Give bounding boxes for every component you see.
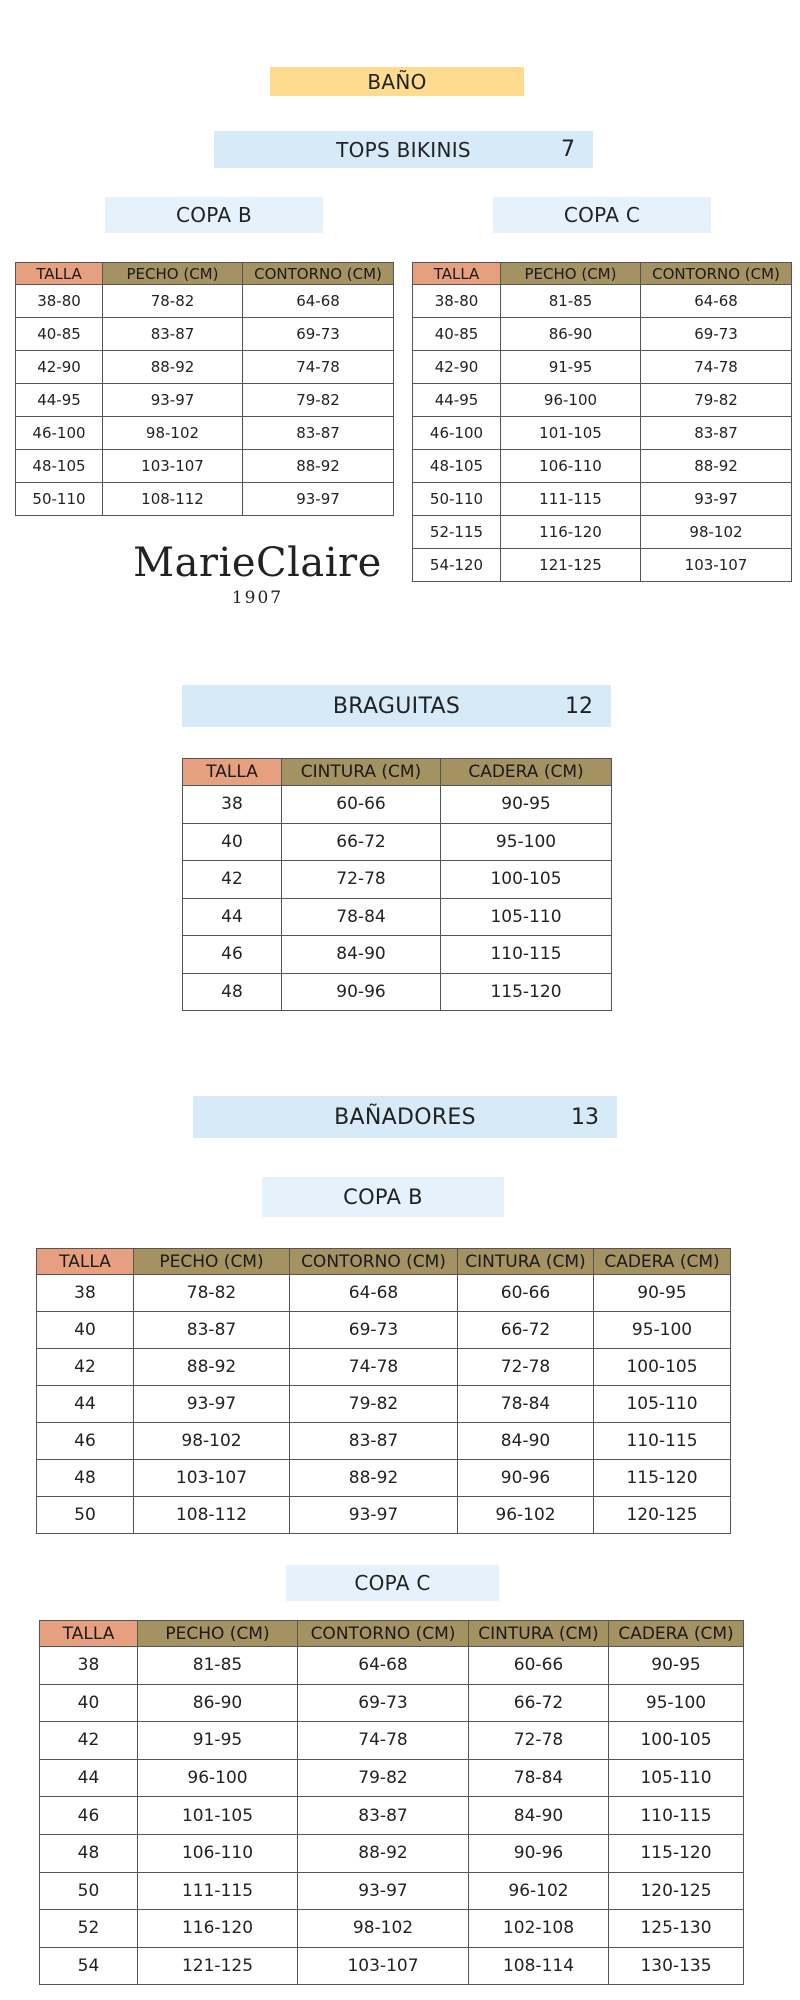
table-cell: 83-87 (298, 1797, 469, 1835)
table-cell: 108-112 (134, 1497, 290, 1534)
table-cell: 38-80 (413, 285, 501, 318)
table-cell: 93-97 (134, 1386, 290, 1423)
table-cell: 88-92 (103, 351, 243, 384)
table-cell: 38 (40, 1647, 138, 1685)
table-cell: 48 (40, 1834, 138, 1872)
column-header: TALLA (413, 263, 501, 285)
table-row (16, 318, 394, 351)
table-cell: 106-110 (138, 1834, 298, 1872)
marieclaire-logo (130, 540, 385, 608)
table-row (40, 1759, 744, 1797)
table-cell: 50 (40, 1872, 138, 1910)
table-cell: 42-90 (413, 351, 501, 384)
subsection-label-banadores-copa-b (262, 1177, 504, 1217)
subsection-label-copa-c (493, 197, 711, 233)
table-row (37, 1386, 731, 1423)
table-cell: 90-96 (282, 973, 441, 1011)
table-row (413, 549, 792, 582)
table-cell: 115-120 (609, 1834, 744, 1872)
table-cell: 66-72 (469, 1684, 609, 1722)
table-row (16, 450, 394, 483)
section-banner-banadores (193, 1096, 617, 1138)
table-cell: 115-120 (441, 973, 612, 1011)
table-cell: 46 (37, 1423, 134, 1460)
table-row (183, 898, 612, 936)
table-cell: 40-85 (413, 318, 501, 351)
table-cell: 78-84 (458, 1386, 594, 1423)
section-title: BRAGUITAS (332, 693, 461, 719)
column-header: CADERA (CM) (609, 1621, 744, 1647)
table-cell: 48-105 (413, 450, 501, 483)
table-cell: 130-135 (609, 1947, 744, 1985)
table-cell: 93-97 (103, 384, 243, 417)
table-cell: 106-110 (501, 450, 641, 483)
size-table-banadores-copa-b (36, 1248, 731, 1534)
table-cell: 105-110 (441, 898, 612, 936)
table-cell: 83-87 (134, 1312, 290, 1349)
page-number: 7 (561, 137, 575, 162)
table-cell: 46-100 (413, 417, 501, 450)
table-row (413, 450, 792, 483)
table-cell: 86-90 (501, 318, 641, 351)
table-cell: 90-96 (458, 1460, 594, 1497)
table-cell: 64-68 (298, 1647, 469, 1685)
table-cell: 90-95 (441, 786, 612, 824)
column-header: CONTORNO (CM) (298, 1621, 469, 1647)
table-row (413, 516, 792, 549)
table-row (40, 1947, 744, 1985)
table-cell: 79-82 (290, 1386, 458, 1423)
table-cell: 64-68 (641, 285, 792, 318)
subsection-title: COPA C (354, 1571, 431, 1595)
table-row (16, 351, 394, 384)
table-cell: 101-105 (501, 417, 641, 450)
table-cell: 69-73 (243, 318, 394, 351)
table-cell: 95-100 (594, 1312, 731, 1349)
table-cell: 78-84 (469, 1759, 609, 1797)
table-cell: 90-95 (609, 1647, 744, 1685)
column-header: CONTORNO (CM) (290, 1249, 458, 1275)
column-header: CADERA (CM) (594, 1249, 731, 1275)
table-header-row (37, 1249, 731, 1275)
table-cell: 69-73 (641, 318, 792, 351)
table-cell: 121-125 (138, 1947, 298, 1985)
table-cell: 121-125 (501, 549, 641, 582)
table-cell: 93-97 (298, 1872, 469, 1910)
table-cell: 105-110 (609, 1759, 744, 1797)
table-row (37, 1460, 731, 1497)
table-cell: 98-102 (103, 417, 243, 450)
table-cell: 48-105 (16, 450, 103, 483)
table-cell: 79-82 (243, 384, 394, 417)
column-header: CINTURA (CM) (458, 1249, 594, 1275)
table-cell: 96-102 (469, 1872, 609, 1910)
table-cell: 88-92 (641, 450, 792, 483)
table-row (40, 1872, 744, 1910)
column-header: CONTORNO (CM) (641, 263, 792, 285)
table-cell: 78-82 (103, 285, 243, 318)
table-cell: 120-125 (609, 1872, 744, 1910)
table-cell: 108-114 (469, 1947, 609, 1985)
subsection-title: COPA C (563, 203, 641, 227)
table-cell: 111-115 (138, 1872, 298, 1910)
table-cell: 54 (40, 1947, 138, 1985)
table-cell: 40-85 (16, 318, 103, 351)
table-cell: 83-87 (243, 417, 394, 450)
table-cell: 72-78 (458, 1349, 594, 1386)
table-cell: 88-92 (290, 1460, 458, 1497)
size-table-banadores-copa-c (39, 1620, 744, 1985)
column-header: TALLA (183, 759, 282, 786)
table-header-row (40, 1621, 744, 1647)
table-cell: 60-66 (458, 1275, 594, 1312)
table-cell: 38 (183, 786, 282, 824)
table-cell: 40 (40, 1684, 138, 1722)
table-row (183, 823, 612, 861)
table-cell: 93-97 (641, 483, 792, 516)
table-cell: 120-125 (594, 1497, 731, 1534)
table-cell: 103-107 (641, 549, 792, 582)
table-cell: 66-72 (458, 1312, 594, 1349)
table-cell: 50 (37, 1497, 134, 1534)
table-cell: 110-115 (441, 936, 612, 974)
column-header: CADERA (CM) (441, 759, 612, 786)
table-row (40, 1910, 744, 1948)
table-row (16, 417, 394, 450)
table-cell: 93-97 (290, 1497, 458, 1534)
table-cell: 72-78 (469, 1722, 609, 1760)
table-cell: 38 (37, 1275, 134, 1312)
table-cell: 81-85 (501, 285, 641, 318)
table-cell: 46 (183, 936, 282, 974)
table-cell: 100-105 (441, 861, 612, 899)
table-cell: 78-82 (134, 1275, 290, 1312)
table-cell: 86-90 (138, 1684, 298, 1722)
page-number: 12 (565, 693, 593, 719)
table-cell: 48 (37, 1460, 134, 1497)
table-row (413, 384, 792, 417)
table-row (37, 1423, 731, 1460)
table-cell: 83-87 (641, 417, 792, 450)
table-row (16, 285, 394, 318)
table-cell: 78-84 (282, 898, 441, 936)
table-cell: 50-110 (413, 483, 501, 516)
table-cell: 98-102 (641, 516, 792, 549)
section-banner-tops-bikinis (214, 131, 593, 168)
table-cell: 95-100 (441, 823, 612, 861)
table-row (183, 861, 612, 899)
column-header: CINTURA (CM) (282, 759, 441, 786)
table-cell: 100-105 (609, 1722, 744, 1760)
table-cell: 44-95 (16, 384, 103, 417)
table-cell: 95-100 (609, 1684, 744, 1722)
table-cell: 60-66 (469, 1647, 609, 1685)
table-cell: 52 (40, 1910, 138, 1948)
table-cell: 84-90 (282, 936, 441, 974)
table-row (183, 973, 612, 1011)
table-cell: 69-73 (298, 1684, 469, 1722)
table-row (40, 1722, 744, 1760)
table-cell: 74-78 (290, 1349, 458, 1386)
table-cell: 42-90 (16, 351, 103, 384)
table-cell: 88-92 (134, 1349, 290, 1386)
table-cell: 44 (37, 1386, 134, 1423)
table-row (413, 351, 792, 384)
size-table-tops-copa-b (15, 262, 394, 516)
table-cell: 64-68 (243, 285, 394, 318)
page-number: 13 (571, 1104, 599, 1130)
table-cell: 44 (40, 1759, 138, 1797)
column-header: TALLA (37, 1249, 134, 1275)
table-cell: 69-73 (290, 1312, 458, 1349)
table-cell: 96-102 (458, 1497, 594, 1534)
table-cell: 74-78 (298, 1722, 469, 1760)
table-cell: 66-72 (282, 823, 441, 861)
table-cell: 108-112 (103, 483, 243, 516)
table-row (40, 1684, 744, 1722)
table-cell: 42 (40, 1722, 138, 1760)
table-row (413, 417, 792, 450)
table-cell: 38-80 (16, 285, 103, 318)
table-cell: 98-102 (298, 1910, 469, 1948)
logo-year: 1907 (231, 588, 284, 608)
table-cell: 60-66 (282, 786, 441, 824)
table-cell: 83-87 (290, 1423, 458, 1460)
table-cell: 98-102 (134, 1423, 290, 1460)
table-cell: 88-92 (298, 1834, 469, 1872)
size-table-tops-copa-c (412, 262, 792, 582)
table-row (40, 1797, 744, 1835)
table-cell: 64-68 (290, 1275, 458, 1312)
table-cell: 40 (183, 823, 282, 861)
table-row (37, 1312, 731, 1349)
table-cell: 116-120 (138, 1910, 298, 1948)
subsection-title: COPA B (175, 203, 253, 227)
table-cell: 44-95 (413, 384, 501, 417)
section-banner-bano (270, 67, 524, 96)
table-cell: 81-85 (138, 1647, 298, 1685)
table-cell: 125-130 (609, 1910, 744, 1948)
table-row (16, 483, 394, 516)
table-cell: 103-107 (134, 1460, 290, 1497)
table-cell: 101-105 (138, 1797, 298, 1835)
column-header: PECHO (CM) (501, 263, 641, 285)
table-cell: 103-107 (103, 450, 243, 483)
table-row (16, 384, 394, 417)
table-cell: 79-82 (298, 1759, 469, 1797)
table-cell: 103-107 (298, 1947, 469, 1985)
section-title: BAÑO (367, 69, 427, 94)
size-table-braguitas (182, 758, 612, 1011)
table-cell: 52-115 (413, 516, 501, 549)
table-cell: 54-120 (413, 549, 501, 582)
table-cell: 102-108 (469, 1910, 609, 1948)
table-cell: 110-115 (594, 1423, 731, 1460)
table-cell: 44 (183, 898, 282, 936)
table-row (40, 1647, 744, 1685)
table-cell: 74-78 (641, 351, 792, 384)
table-row (40, 1834, 744, 1872)
section-title: BAÑADORES (334, 1104, 476, 1130)
column-header: TALLA (16, 263, 103, 285)
table-cell: 46 (40, 1797, 138, 1835)
section-banner-braguitas (182, 685, 611, 727)
table-cell: 91-95 (501, 351, 641, 384)
table-cell: 116-120 (501, 516, 641, 549)
table-cell: 111-115 (501, 483, 641, 516)
table-cell: 88-92 (243, 450, 394, 483)
table-cell: 90-95 (594, 1275, 731, 1312)
table-cell: 91-95 (138, 1722, 298, 1760)
table-cell: 93-97 (243, 483, 394, 516)
subsection-label-copa-b (105, 197, 323, 233)
table-cell: 40 (37, 1312, 134, 1349)
column-header: CINTURA (CM) (469, 1621, 609, 1647)
table-cell: 48 (183, 973, 282, 1011)
table-cell: 83-87 (103, 318, 243, 351)
column-header: CONTORNO (CM) (243, 263, 394, 285)
table-cell: 105-110 (594, 1386, 731, 1423)
table-cell: 96-100 (501, 384, 641, 417)
table-cell: 42 (37, 1349, 134, 1386)
column-header: PECHO (CM) (103, 263, 243, 285)
table-row (37, 1349, 731, 1386)
table-cell: 110-115 (609, 1797, 744, 1835)
table-cell: 100-105 (594, 1349, 731, 1386)
table-cell: 74-78 (243, 351, 394, 384)
table-cell: 42 (183, 861, 282, 899)
table-cell: 84-90 (469, 1797, 609, 1835)
table-cell: 79-82 (641, 384, 792, 417)
table-row (413, 483, 792, 516)
table-header-row (16, 263, 394, 285)
table-cell: 46-100 (16, 417, 103, 450)
section-title: TOPS BIKINIS (336, 137, 471, 162)
table-cell: 115-120 (594, 1460, 731, 1497)
column-header: TALLA (40, 1621, 138, 1647)
table-row (183, 786, 612, 824)
table-row (413, 318, 792, 351)
table-row (183, 936, 612, 974)
table-cell: 50-110 (16, 483, 103, 516)
table-row (413, 285, 792, 318)
table-cell: 90-96 (469, 1834, 609, 1872)
table-row (37, 1275, 731, 1312)
table-cell: 72-78 (282, 861, 441, 899)
logo-name: MarieClaire (133, 540, 382, 586)
subsection-title: COPA B (343, 1185, 423, 1209)
table-header-row (413, 263, 792, 285)
table-cell: 96-100 (138, 1759, 298, 1797)
column-header: PECHO (CM) (134, 1249, 290, 1275)
table-header-row (183, 759, 612, 786)
table-cell: 84-90 (458, 1423, 594, 1460)
subsection-label-banadores-copa-c (286, 1565, 499, 1601)
table-row (37, 1497, 731, 1534)
column-header: PECHO (CM) (138, 1621, 298, 1647)
